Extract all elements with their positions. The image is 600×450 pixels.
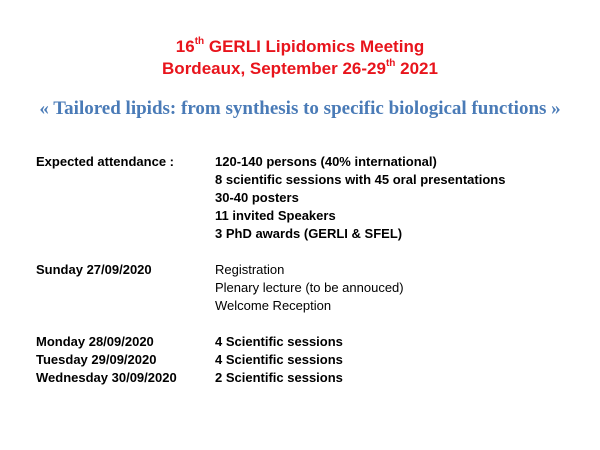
sunday-item: Welcome Reception [215,298,332,313]
attendance-item: 11 invited Speakers [215,208,336,223]
title-edition-number: 16 [175,37,195,56]
title-line-2 [0,58,600,80]
title-date-suffix: th [385,58,396,70]
attendance-label: Expected attendance : [36,154,174,169]
title-location-dates: Bordeaux, September 26-29 [162,59,386,78]
attendance-item: 3 PhD awards (GERLI & SFEL) [215,226,403,241]
sunday-label: Sunday 27/09/2020 [36,262,152,277]
schedule-sessions: 4 Scientific sessions [215,334,343,349]
schedule-day: Wednesday 30/09/2020 [36,370,177,385]
meeting-theme: « Tailored lipids: from synthesis to specific biological functions » [39,98,561,119]
attendance-item: 8 scientific sessions with 45 oral presentations [215,172,506,187]
attendance-item: 30-40 posters [215,190,299,205]
sunday-item: Plenary lecture (to be annouced) [215,280,404,295]
attendance-item: 120-140 persons (40% international) [215,154,437,169]
title-line-1 [0,36,600,58]
sunday-item: Registration [215,262,285,277]
schedule-sessions: 4 Scientific sessions [215,352,343,367]
title-year: 2021 [395,59,438,78]
meeting-title [0,36,600,80]
title-meeting-name: GERLI Lipidomics Meeting [204,37,425,56]
schedule-day: Monday 28/09/2020 [36,334,154,349]
schedule-day: Tuesday 29/09/2020 [36,352,157,367]
title-edition-suffix: th [194,36,205,48]
schedule-sessions: 2 Scientific sessions [215,370,343,385]
